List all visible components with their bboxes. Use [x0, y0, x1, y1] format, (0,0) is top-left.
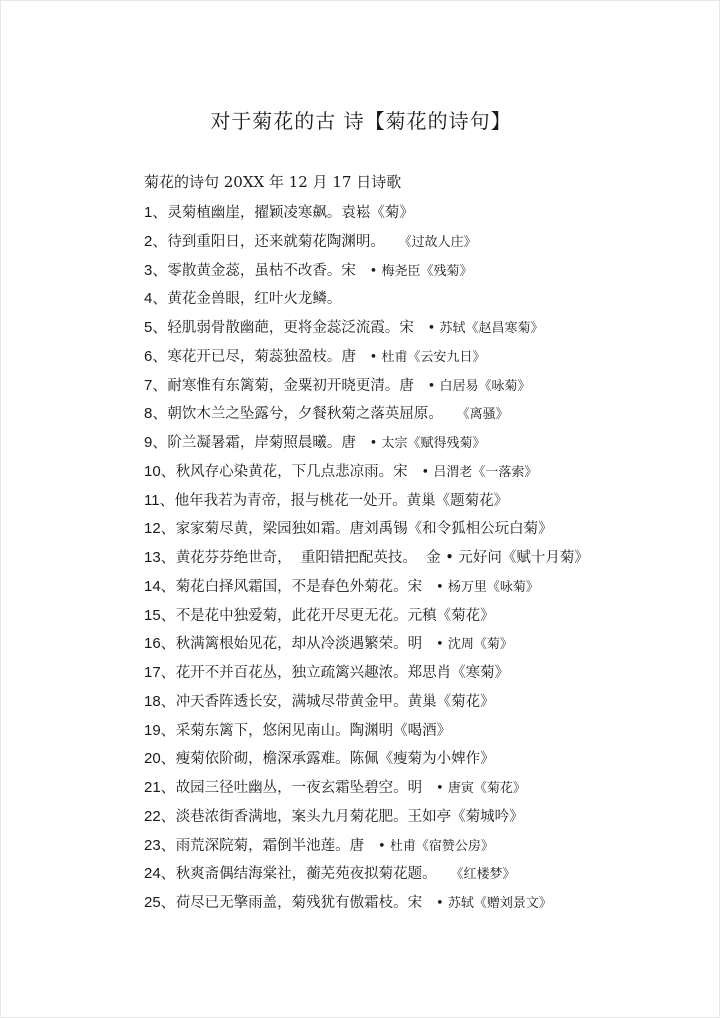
poem-text: 寒花开已尽，菊蕊独盈枝。唐 [167, 348, 370, 365]
poem-source: • 吕渭老《一落索》 [421, 464, 538, 480]
poem-line [144, 632, 704, 661]
poem-source: • 唐寅《菊花》 [436, 781, 526, 796]
poem-line [144, 460, 704, 489]
poem-number: 21、 [144, 779, 176, 796]
poem-text: 黄花芬芬绝世奇， 重阳错把配英技。 金 • 元好问《赋十月菊》 [175, 550, 589, 566]
poem-text: 家家菊尽黄，梁园独如霜。唐刘禹锡《和令狐相公玩白菊》 [175, 521, 553, 538]
poem-number: 10、 [144, 462, 176, 480]
poem-source: • 苏轼《赠刘景文》 [436, 896, 552, 911]
poem-line [144, 805, 704, 834]
poem-line [144, 402, 704, 431]
poem-source: 《过故人庄》 [398, 234, 477, 250]
poem-number: 19、 [144, 721, 176, 739]
poem-line [144, 661, 704, 690]
poem-number: 15、 [144, 606, 176, 624]
poem-list [144, 201, 704, 920]
poem-number: 3、 [144, 261, 168, 279]
poem-source: • 沈周《菊》 [436, 637, 513, 653]
poem-text: 他年我若为青帝，报与桃花一处开。黄巢《题菊花》 [174, 492, 509, 509]
poem-line [144, 690, 704, 719]
poem-text: 阶兰凝暑霜，岸菊照晨曦。唐 [167, 435, 370, 451]
poem-line [144, 431, 704, 460]
poem-source: 《离骚》 [456, 407, 509, 423]
poem-text: 雨荒深院菊，霜倒半池莲。唐 [175, 837, 379, 854]
poem-line [144, 489, 704, 518]
poem-line [144, 776, 704, 805]
poem-number: 2、 [144, 232, 168, 250]
poem-text: 零散黄金蕊，虽枯不改香。宋 [167, 262, 370, 279]
poem-text: 花开不并百花丛，独立疏篱兴趣浓。郑思肖《寒菊》 [175, 665, 510, 681]
poem-number: 8、 [144, 405, 168, 423]
poem-source: • 杨万里《咏菊》 [436, 579, 539, 595]
poem-number: 1、 [144, 204, 168, 221]
poem-number: 13、 [144, 549, 176, 566]
poem-number: 5、 [144, 319, 168, 336]
poem-source: • 杜甫《云安九日》 [369, 349, 486, 365]
poem-text: 朝饮木兰之坠露兮，夕餐秋菊之落英屈原。 [167, 406, 457, 423]
page-title: 对于菊花的古 诗【菊花的诗句】 [210, 109, 512, 133]
poem-text: 秋爽斋偶结海棠社，蘅芜苑夜拟菊花题。 [175, 866, 451, 883]
poem-number: 4、 [144, 290, 168, 308]
poem-number: 17、 [144, 664, 176, 681]
poem-number: 6、 [144, 347, 168, 365]
poem-number: 25、 [144, 894, 176, 911]
poem-text: 菊花白择风霜国，不是春色外菊花。宋 [175, 578, 437, 595]
poem-number: 20、 [144, 750, 176, 768]
poem-number: 12、 [144, 520, 176, 538]
poem-line [144, 345, 704, 374]
poem-number: 14、 [144, 577, 176, 595]
poem-source: 《红楼梦》 [450, 867, 516, 883]
poem-line [144, 316, 704, 345]
poem-text: 黄花金兽眼，红叶火龙鳞。 [167, 291, 342, 308]
poem-line [144, 604, 704, 633]
poem-line [144, 747, 704, 776]
poem-line [144, 201, 704, 230]
poem-text: 冲天香阵透长安，满城尽带黄金甲。黄巢《菊花》 [175, 693, 495, 710]
poem-number: 24、 [144, 865, 176, 883]
poem-number: 18、 [144, 692, 176, 710]
poem-text: 故园三径吐幽丛，一夜玄霜坠碧空。明 [175, 780, 437, 796]
poem-number: 9、 [144, 434, 168, 451]
poem-text: 灵菊植幽崖，擢颖凌寒飙。袁崧《菊》 [167, 205, 414, 221]
poem-number: 7、 [144, 376, 168, 394]
poem-text: 瘦菊依阶砌，檐深承露难。陈佩《瘦菊为小婢作》 [175, 751, 495, 768]
poem-source: • 苏轼《赵昌寒菊》 [427, 321, 544, 336]
poem-text: 秋满篱根始见花，却从冷淡遇繁荣。明 [175, 636, 437, 653]
poem-line [144, 374, 704, 403]
poem-text: 不是花中独爱菊，此花开尽更无花。元稹《菊花》 [175, 607, 495, 624]
poem-text: 荷尽已无擎雨盖，菊残犹有傲霜枝。宋 [175, 895, 437, 911]
poem-line [144, 230, 704, 259]
poem-line [144, 719, 704, 748]
poem-text: 淡巷浓街香满地，案头九月菊花肥。王如亭《菊城吟》 [175, 808, 524, 825]
poem-number: 11、 [144, 491, 175, 509]
poem-source: • 梅尧臣《残菊》 [369, 263, 473, 279]
poem-line [144, 259, 704, 288]
poem-line [144, 287, 704, 316]
document-subtitle: 菊花的诗句 20XX 年 12 月 17 日诗歌 [144, 173, 402, 191]
poem-line [144, 891, 704, 920]
poem-number: 16、 [144, 635, 176, 653]
poem-line [144, 862, 704, 891]
poem-line [144, 834, 704, 863]
poem-source: • 杜甫《宿赞公房》 [378, 838, 494, 854]
poem-line [144, 575, 704, 604]
poem-line [144, 546, 704, 575]
poem-text: 秋风存心染黄花，下几点悲凉雨。宋 [175, 463, 422, 480]
poem-text: 采菊东篱下，悠闲见南山。陶渊明《喝酒》 [175, 722, 452, 739]
poem-line [144, 517, 704, 546]
poem-source: • 太宗《赋得残菊》 [369, 436, 486, 451]
poem-number: 22、 [144, 807, 176, 825]
poem-source: • 白居易《咏菊》 [427, 378, 531, 394]
poem-text: 耐寒惟有东篱菊，金粟初开晓更清。唐 [167, 377, 428, 394]
poem-text: 待到重阳日，还来就菊花陶渊明。 [167, 233, 399, 250]
poem-text: 轻肌弱骨散幽葩，更将金蕊泛流霞。宋 [167, 320, 428, 336]
poem-number: 23、 [144, 836, 176, 854]
